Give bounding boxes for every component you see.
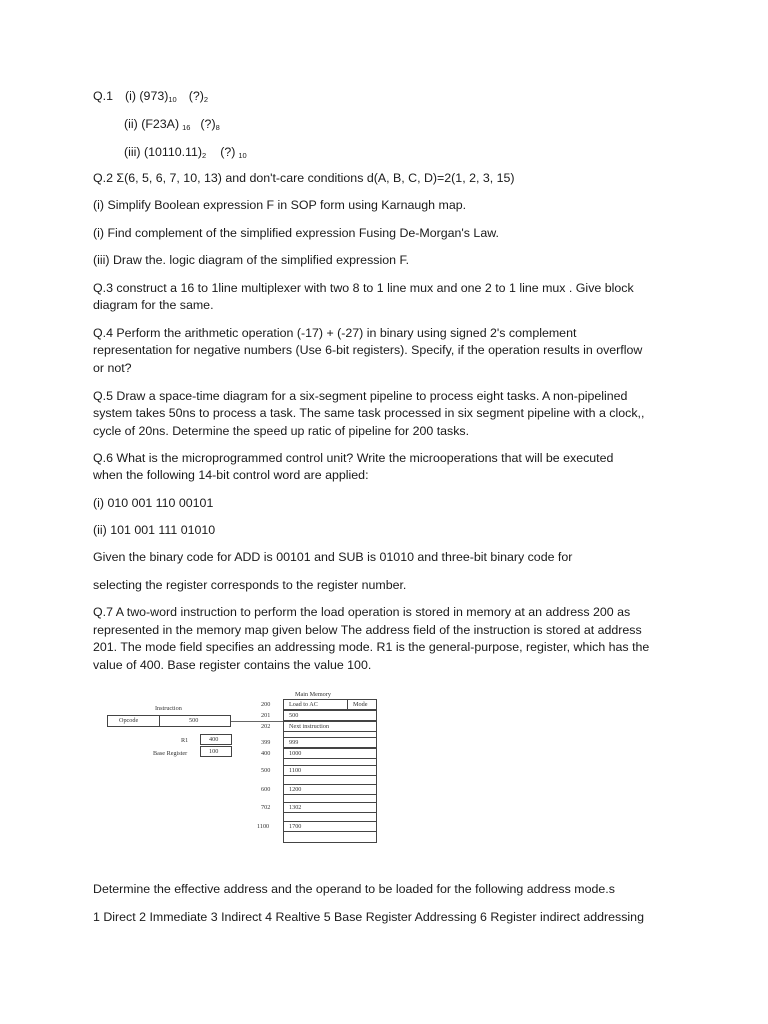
memory-content: 999 (289, 739, 299, 746)
q6-line-1: Q.6 What is the microprogrammed control unit? Write the microoperations that will be executed (93, 451, 614, 465)
r1-label: R1 (181, 737, 189, 744)
memory-content: Next instruction (289, 723, 330, 730)
memory-address: 500 (261, 767, 271, 774)
q5-line-1: Q.5 Draw a space-time diagram for a six-segment pipeline to process eight tasks. A non-pipelined (93, 389, 628, 403)
q3-line-1: Q.3 construct a 16 to 1line multiplexer with two 8 to 1 line mux and one 2 to 1 line mux . Give block (93, 281, 634, 295)
q1-line-i (93, 88, 683, 106)
q2-part-ii: (i) Find complement of the simplified expression Fusing De-Morgan's Law. (93, 226, 499, 240)
memory-address: 400 (261, 750, 271, 757)
base-register-label: Base Register (153, 750, 188, 757)
memory-content: 1000 (289, 750, 302, 757)
q4-line-2: representation for negative numbers (Use 6-bit registers). Specify, if the operation results in overflow (93, 343, 643, 357)
q1-ii-target-base: 8 (215, 123, 220, 132)
q2-part-i: (i) Simplify Boolean expression F in SOP form using Karnaugh map. (93, 198, 467, 212)
q1-ii-base: 16 (182, 123, 191, 132)
q1-iii-target-base: 10 (238, 151, 247, 160)
q7-address-modes: 1 Direct 2 Immediate 3 Indirect 4 Realtive 5 Base Register Addressing 6 Register indirect addressing (93, 910, 644, 924)
q5-line-3: cycle of 20ns. Determine the speed up ratic of pipeline for 200 tasks. (93, 424, 470, 438)
q7-line-1: Q.7 A two-word instruction to perform the load operation is stored in memory at an address 200 as (93, 605, 631, 619)
memory-mode: Mode (353, 701, 368, 708)
q1-ii-target: (?) (200, 117, 216, 131)
q1-ii-number: (ii) (F23A) (124, 117, 180, 131)
q1-i-number: (i) (973) (124, 89, 169, 103)
q7-line-3: 201. The mode field specifies an addressing mode. R1 is the general-purpose, register, which has the (93, 640, 650, 654)
base-register-value: 100 (209, 748, 219, 755)
q1-iii-target: (?) (220, 145, 236, 159)
q1-iii-base: 2 (202, 151, 207, 160)
q1-label: Q.1 (93, 89, 113, 103)
q5-line-2: system takes 50ns to process a task. The same task processed in six segment pipeline with a clock,, (93, 406, 645, 420)
memory-address: 201 (261, 712, 271, 719)
memory-address: 399 (261, 739, 271, 746)
q6-selecting: selecting the register corresponds to the register number. (93, 578, 407, 592)
q1-i-target-base: 2 (203, 95, 209, 104)
memory-content: 500 (289, 712, 299, 719)
memory-address: 200 (261, 701, 271, 708)
opcode-label: Opcode (119, 717, 139, 724)
q1-i-base: 10 (168, 95, 177, 104)
instruction-label: Instruction (155, 705, 182, 712)
memory-title: Main Memory (295, 691, 331, 698)
q7-determine: Determine the effective address and the operand to be loaded for the following address mode.s (93, 882, 615, 896)
memory-content: 1200 (289, 786, 302, 793)
q6-line-2: when the following 14-bit control word are applied: (93, 468, 369, 482)
q7-line-4: value of 400. Base register contains the value 100. (93, 658, 372, 672)
q4-line-1: Q.4 Perform the arithmetic operation (-17) + (-27) in binary using signed 2's complement (93, 326, 577, 340)
memory-content: 1302 (289, 804, 302, 811)
q3-line-2: diagram for the same. (93, 298, 214, 312)
r1-value: 400 (209, 736, 219, 743)
q4-line-3: or not? (93, 361, 132, 375)
memory-address: 702 (261, 804, 271, 811)
mode-divider (347, 699, 348, 710)
q6-control-word-ii: (ii) 101 001 111 01010 (93, 523, 216, 537)
memory-address: 1100 (257, 823, 270, 830)
q1-i-target: (?) (188, 89, 204, 103)
instruction-connector (231, 721, 283, 722)
memory-content: Load to AC (289, 701, 318, 708)
q1-line-ii (124, 116, 714, 134)
q2-question: Q.2 Σ(6, 5, 6, 7, 10, 13) and don't-care conditions d(A, B, C, D)=2(1, 2, 3, 15) (93, 171, 515, 185)
q7-line-2: represented in the memory map given below The address field of the instruction is stored at address (93, 623, 642, 637)
memory-address: 600 (261, 786, 271, 793)
opcode-value: 500 (189, 717, 199, 724)
q6-given: Given the binary code for ADD is 00101 and SUB is 01010 and three-bit binary code for (93, 550, 573, 564)
q6-control-word-i: (i) 010 001 110 00101 (93, 496, 214, 510)
memory-address: 202 (261, 723, 271, 730)
q2-part-iii: (iii) Draw the. logic diagram of the simplified expression F. (93, 253, 410, 267)
q1-iii-number: (iii) (10110.11) (124, 145, 203, 159)
q1-line-iii (124, 144, 714, 162)
memory-map-figure (93, 683, 383, 843)
memory-content: 1700 (289, 823, 302, 830)
memory-content: 1100 (289, 767, 302, 774)
